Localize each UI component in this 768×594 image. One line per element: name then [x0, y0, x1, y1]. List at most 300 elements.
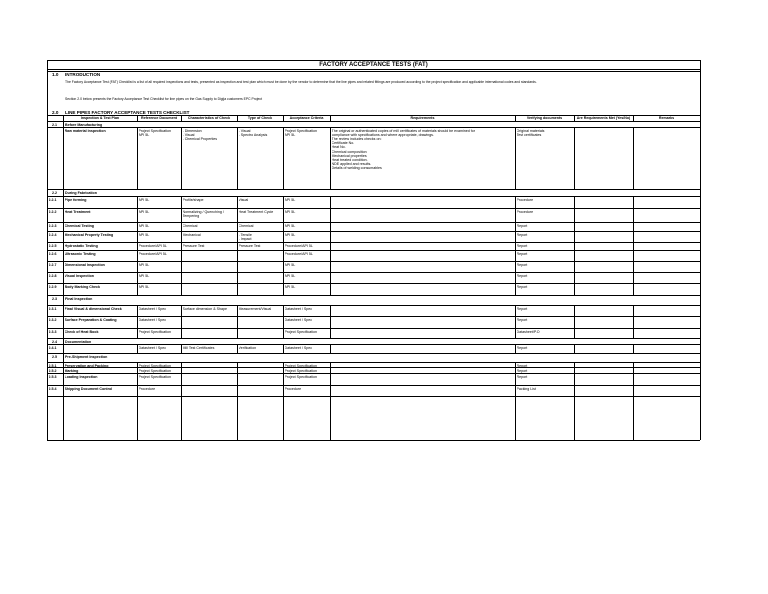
cell-num: 2.5.1 — [48, 363, 57, 368]
col-rule — [633, 208, 634, 222]
col-rule — [330, 385, 331, 396]
col-rule — [237, 127, 238, 189]
col-rule — [137, 344, 138, 353]
cell-type: Chemical — [238, 223, 254, 228]
col-rule — [137, 305, 138, 316]
header-col-rule — [330, 115, 331, 121]
col-rule — [330, 261, 331, 272]
col-rule — [137, 250, 138, 261]
col-rule — [633, 316, 634, 328]
col-rule — [63, 231, 64, 242]
cell-char: Chemical — [182, 223, 198, 228]
cell-ver: Report — [516, 232, 528, 237]
col-rule — [63, 242, 64, 250]
col-rule — [63, 272, 64, 283]
col-rule — [181, 250, 182, 261]
col-rule — [515, 328, 516, 338]
row-rule — [47, 222, 700, 223]
col-rule — [633, 272, 634, 283]
cell-num: 2.5.3 — [48, 374, 57, 379]
cell-ref: API 5L — [138, 223, 150, 228]
col-rule — [181, 316, 182, 328]
cell-ref: API 5L — [138, 232, 150, 237]
col-rule — [181, 196, 182, 208]
col-rule — [237, 196, 238, 208]
row-rule — [47, 305, 700, 306]
intro-paragraph-section: Section 2.0 below presents the Factory Acceptance Test Checklist for line pipes on the Gas Supply to Digija customers EPC Project — [65, 97, 263, 101]
intro-heading: INTRODUCTION — [65, 72, 101, 77]
col-rule — [515, 127, 516, 189]
section-label: Final Inspection — [65, 296, 93, 301]
cell-item: Check of Heat Book — [64, 329, 99, 334]
col-rule — [633, 242, 634, 250]
section-number: 2.5 — [52, 354, 57, 359]
col-rule — [574, 196, 575, 208]
cell-ref: API 5L — [138, 284, 150, 289]
col-rule — [574, 373, 575, 385]
cell-ver: Report — [516, 317, 528, 322]
section-divider — [63, 295, 64, 305]
header-bottom-rule — [47, 121, 700, 122]
col-rule — [515, 196, 516, 208]
cell-acc: Project Specification — [284, 368, 318, 373]
cell-num: 2.2.1 — [48, 197, 57, 202]
col-rule — [574, 385, 575, 396]
col-rule — [283, 250, 284, 261]
col-rule — [283, 242, 284, 250]
col-rule — [515, 396, 516, 440]
cell-item: Shipping Document Control — [64, 386, 113, 391]
cell-ref: Project Specification — [138, 363, 172, 368]
row-rule — [47, 316, 700, 317]
col-rule — [515, 373, 516, 385]
col-rule — [515, 344, 516, 353]
col-rule — [574, 316, 575, 328]
col-rule — [330, 208, 331, 222]
column-header: Inspection & Test Plan — [80, 116, 120, 120]
cell-ref: Datasheet / Spec — [138, 317, 167, 322]
col-rule — [63, 222, 64, 231]
col-rule — [181, 283, 182, 295]
cell-char: Pressure Test — [182, 243, 205, 248]
col-rule — [137, 208, 138, 222]
header-col-rule — [515, 115, 516, 121]
col-rule — [283, 385, 284, 396]
col-rule — [63, 196, 64, 208]
cell-item: Surface Preparation & Coating — [64, 317, 117, 322]
cell-ref: Project Specification — [138, 329, 172, 334]
cell-item: Loading Inspection — [64, 374, 98, 379]
col-rule — [237, 283, 238, 295]
col-rule — [63, 396, 64, 440]
col-rule — [574, 305, 575, 316]
column-header: Remarks — [658, 116, 675, 120]
col-rule — [574, 328, 575, 338]
row-rule — [47, 353, 700, 354]
col-rule — [237, 328, 238, 338]
col-rule — [237, 261, 238, 272]
column-header: Reference Document — [141, 116, 177, 120]
col-rule — [137, 261, 138, 272]
col-rule — [137, 396, 138, 440]
col-rule — [63, 261, 64, 272]
col-rule — [237, 231, 238, 242]
cell-ver: Original materials Test certificates — [516, 128, 545, 137]
cell-acc: Project Specification — [284, 363, 318, 368]
col-rule — [283, 344, 284, 353]
cell-type: Measurement/Visual — [238, 306, 272, 311]
row-rule — [47, 127, 700, 128]
col-rule — [137, 127, 138, 189]
col-rule — [63, 250, 64, 261]
col-rule — [330, 396, 331, 440]
section-number: 2.2 — [52, 190, 57, 195]
cell-acc: API 5L — [284, 273, 296, 278]
cell-num: 2.2.9 — [48, 284, 57, 289]
col-rule — [137, 283, 138, 295]
header-col-rule — [574, 115, 575, 121]
col-rule — [63, 316, 64, 328]
cell-ver: Report — [516, 306, 528, 311]
col-rule — [283, 231, 284, 242]
col-rule — [181, 373, 182, 385]
col-rule — [137, 196, 138, 208]
col-rule — [181, 344, 182, 353]
header-col-rule — [237, 115, 238, 121]
col-rule — [515, 231, 516, 242]
col-rule — [283, 305, 284, 316]
cell-acc: Project Specification API 5L — [284, 128, 318, 137]
col-rule — [137, 242, 138, 250]
section-number: 2.1 — [52, 122, 57, 127]
col-rule — [137, 373, 138, 385]
col-rule — [633, 396, 634, 440]
col-rule — [181, 305, 182, 316]
cell-num: 2.2.6 — [48, 251, 57, 256]
col-rule — [181, 231, 182, 242]
cell-num: 2.2.3 — [48, 223, 57, 228]
column-header: Type of Check — [247, 116, 273, 120]
checklist-number: 2.0 — [52, 110, 59, 115]
col-rule — [237, 385, 238, 396]
cell-ref: Project Specification — [138, 374, 172, 379]
col-rule — [515, 316, 516, 328]
cell-ver: Report — [516, 368, 528, 373]
cell-req: The original or authenticated copies of mill certificates of materials should be examined for compliance with specifications and where appropriate, drawings. The review includes checks on: Certificate No. Heat No. Chemical composition Mechanical properties Heat treated condition. NDE applied and results. Details of welding consumables — [331, 128, 475, 171]
row-rule — [47, 196, 700, 197]
col-rule — [633, 328, 634, 338]
cell-item: Raw material inspection — [64, 128, 106, 133]
col-rule — [63, 305, 64, 316]
col-rule — [283, 196, 284, 208]
col-rule — [574, 396, 575, 440]
col-rule — [330, 344, 331, 353]
checklist-heading: LINE PIPES FACTORY ACCEPTANCE TESTS CHECKLIST — [65, 110, 190, 115]
section-number: 2.3 — [52, 296, 57, 301]
col-rule — [283, 328, 284, 338]
row-rule — [47, 283, 700, 284]
header-col-rule — [283, 115, 284, 121]
cell-num: 2.3.2 — [48, 317, 57, 322]
cell-item: Visual Inspection — [64, 273, 94, 278]
col-rule — [237, 250, 238, 261]
col-rule — [181, 385, 182, 396]
column-header: Characteristics of Check — [187, 116, 231, 120]
cell-ref: Procedure/API 5L — [138, 251, 167, 256]
cell-char: Mechanical — [182, 232, 201, 237]
row-rule — [47, 362, 700, 363]
col-rule — [330, 316, 331, 328]
cell-ref: Project Specification API 5L — [138, 128, 172, 137]
col-rule — [137, 385, 138, 396]
col-rule — [181, 208, 182, 222]
cell-ver: Report — [516, 374, 528, 379]
col-rule — [633, 127, 634, 189]
col-rule — [515, 208, 516, 222]
cell-ref: API 5L — [138, 262, 150, 267]
cell-acc: Project Specification — [284, 374, 318, 379]
section-label: Before Manufacturing — [65, 122, 103, 127]
col-rule — [574, 283, 575, 295]
col-rule — [63, 328, 64, 338]
col-rule — [574, 127, 575, 189]
col-rule — [181, 222, 182, 231]
col-rule — [181, 328, 182, 338]
col-rule — [633, 196, 634, 208]
col-rule — [237, 316, 238, 328]
col-rule — [283, 283, 284, 295]
col-rule — [283, 222, 284, 231]
header-col-rule — [137, 115, 138, 121]
cell-acc: Datasheet / Spec — [284, 317, 313, 322]
col-rule — [574, 231, 575, 242]
col-rule — [283, 127, 284, 189]
cell-num: 2.5.2 — [48, 368, 57, 373]
col-rule — [574, 344, 575, 353]
col-rule — [330, 242, 331, 250]
cell-ver: Report — [516, 363, 528, 368]
col-rule — [633, 250, 634, 261]
cell-num: 2.3.3 — [48, 329, 57, 334]
col-rule — [237, 208, 238, 222]
cell-num: 2.3.1 — [48, 306, 57, 311]
col-rule — [515, 222, 516, 231]
cell-type: Pressure Test — [238, 243, 261, 248]
row-rule — [47, 261, 700, 262]
cell-item: Heat Treatment — [64, 209, 91, 214]
col-rule — [633, 373, 634, 385]
cell-ref: API 5L — [138, 273, 150, 278]
col-rule — [283, 373, 284, 385]
col-rule — [63, 373, 64, 385]
col-rule — [515, 250, 516, 261]
section-label: Documentation — [65, 339, 92, 344]
cell-ver: Report — [516, 223, 528, 228]
col-rule — [181, 261, 182, 272]
col-rule — [515, 305, 516, 316]
cell-acc: Datasheet / Spec — [284, 345, 313, 350]
cell-item: Hydrostatic Testing — [64, 243, 98, 248]
cell-acc: Project Specification — [284, 329, 318, 334]
col-rule — [137, 231, 138, 242]
cell-num: 2.2.2 — [48, 209, 57, 214]
frame-top — [47, 60, 700, 61]
row-rule — [47, 208, 700, 209]
intro-rule — [47, 71, 700, 72]
cell-type: Heat Treatment Cycle — [238, 209, 274, 214]
col-rule — [181, 127, 182, 189]
col-rule — [237, 222, 238, 231]
col-rule — [515, 261, 516, 272]
col-rule — [137, 222, 138, 231]
col-rule — [237, 272, 238, 283]
col-rule — [633, 385, 634, 396]
section-label: During Fabrication — [65, 190, 97, 195]
col-rule — [330, 250, 331, 261]
cell-ver: Report — [516, 284, 528, 289]
col-rule — [237, 373, 238, 385]
col-rule — [63, 208, 64, 222]
col-rule — [330, 373, 331, 385]
col-rule — [574, 242, 575, 250]
cell-ref: Datasheet / Spec — [138, 306, 167, 311]
cell-item: Dimensional Inspection — [64, 262, 105, 267]
cell-item: Final Visual & dimensional Check — [64, 306, 122, 311]
col-rule — [283, 208, 284, 222]
cell-char: Normalizing / Quenching / Tempering — [182, 209, 224, 218]
col-rule — [181, 396, 182, 440]
section-divider — [63, 189, 64, 196]
col-rule — [515, 283, 516, 295]
col-rule — [574, 261, 575, 272]
col-rule — [237, 396, 238, 440]
column-header: Requirements — [410, 116, 435, 120]
col-rule — [633, 344, 634, 353]
cell-ver: Datasheet/P.O — [516, 329, 540, 334]
col-rule — [63, 344, 64, 353]
cell-item: Pipe forming — [64, 197, 87, 202]
row-rule — [47, 189, 700, 190]
col-rule — [181, 242, 182, 250]
cell-item: Ultrasonic Testing — [64, 251, 96, 256]
row-rule — [47, 440, 700, 441]
cell-type: Verification — [238, 345, 257, 350]
cell-ref: API 5L — [138, 209, 150, 214]
cell-ref: Procedure/API 5L — [138, 243, 167, 248]
cell-ver: Report — [516, 273, 528, 278]
col-rule — [237, 305, 238, 316]
row-rule — [47, 250, 700, 251]
cell-acc: API 5L — [284, 262, 296, 267]
cell-acc: API 5L — [284, 284, 296, 289]
title-rule — [47, 69, 700, 70]
col-rule — [330, 222, 331, 231]
col-rule — [515, 242, 516, 250]
cell-item: Chemical Testing — [64, 223, 94, 228]
col-rule — [283, 316, 284, 328]
col-rule — [633, 222, 634, 231]
col-rule — [574, 208, 575, 222]
fat-checklist-sheet — [47, 60, 700, 440]
col-rule — [633, 231, 634, 242]
intro-paragraph: The Factory Acceptance Test (FAT) Checklist is a list of all required inspections and tests, presented as inspection and test plan which must be done by the vendor to determine that the line pipes and related fittings are produced according to the project specification and applicable international codes and standards. — [65, 80, 537, 84]
col-rule — [330, 328, 331, 338]
cell-type: - Tensile - Impact — [238, 232, 252, 241]
row-rule — [47, 338, 700, 339]
row-rule — [47, 373, 700, 374]
row-rule — [47, 272, 700, 273]
cell-ver: Packing List — [516, 386, 536, 391]
cell-type: Visual — [238, 197, 249, 202]
col-rule — [515, 272, 516, 283]
cell-type: - Visual - Spectro Analysis — [238, 128, 268, 137]
row-rule — [47, 385, 700, 386]
col-rule — [574, 250, 575, 261]
cell-num: 2.2.4 — [48, 232, 57, 237]
col-rule — [330, 283, 331, 295]
cell-num: 2.2.5 — [48, 243, 57, 248]
col-rule — [237, 242, 238, 250]
cell-ref: Procedure — [138, 386, 156, 391]
col-rule — [574, 272, 575, 283]
cell-ver: Report — [516, 251, 528, 256]
cell-item: Marking — [64, 368, 79, 373]
cell-num: 2.5.4 — [48, 386, 57, 391]
cell-acc: Procedure/API 5L — [284, 251, 313, 256]
col-rule — [63, 385, 64, 396]
col-rule — [330, 127, 331, 189]
cell-ver: Procedure — [516, 197, 534, 202]
col-rule — [633, 305, 634, 316]
col-rule — [633, 283, 634, 295]
cell-acc: Procedure — [284, 386, 302, 391]
header-col-rule — [633, 115, 634, 121]
section-number: 2.4 — [52, 339, 57, 344]
col-rule — [283, 396, 284, 440]
header-col-rule — [181, 115, 182, 121]
cell-char: Profile/shape — [182, 197, 204, 202]
header-col-rule — [63, 115, 64, 121]
col-rule — [330, 272, 331, 283]
row-rule — [47, 242, 700, 243]
cell-ref: API 5L — [138, 197, 150, 202]
cell-acc: API 5L — [284, 197, 296, 202]
row-rule — [47, 295, 700, 296]
cell-num: 2.2.7 — [48, 262, 57, 267]
row-rule — [47, 344, 700, 345]
col-rule — [633, 261, 634, 272]
cell-acc: API 5L — [284, 232, 296, 237]
cell-ver: Report — [516, 345, 528, 350]
row-rule — [47, 328, 700, 329]
row-rule — [47, 396, 700, 397]
col-rule — [181, 272, 182, 283]
col-rule — [137, 272, 138, 283]
col-rule — [283, 261, 284, 272]
col-rule — [574, 222, 575, 231]
cell-ver: Report — [516, 262, 528, 267]
column-header: Verifying documents — [526, 116, 563, 120]
cell-num: 2.4.1 — [48, 345, 57, 350]
section-divider — [63, 353, 64, 362]
cell-ver: Report — [516, 243, 528, 248]
cell-char: Surface dimension & Shape — [182, 306, 228, 311]
col-rule — [515, 385, 516, 396]
cell-ref: Datasheet / Spec — [138, 345, 167, 350]
cell-ref: Project Specification — [138, 368, 172, 373]
cell-item: Body Marking Check — [64, 284, 101, 289]
cell-acc: Procedure/API 5L — [284, 243, 313, 248]
